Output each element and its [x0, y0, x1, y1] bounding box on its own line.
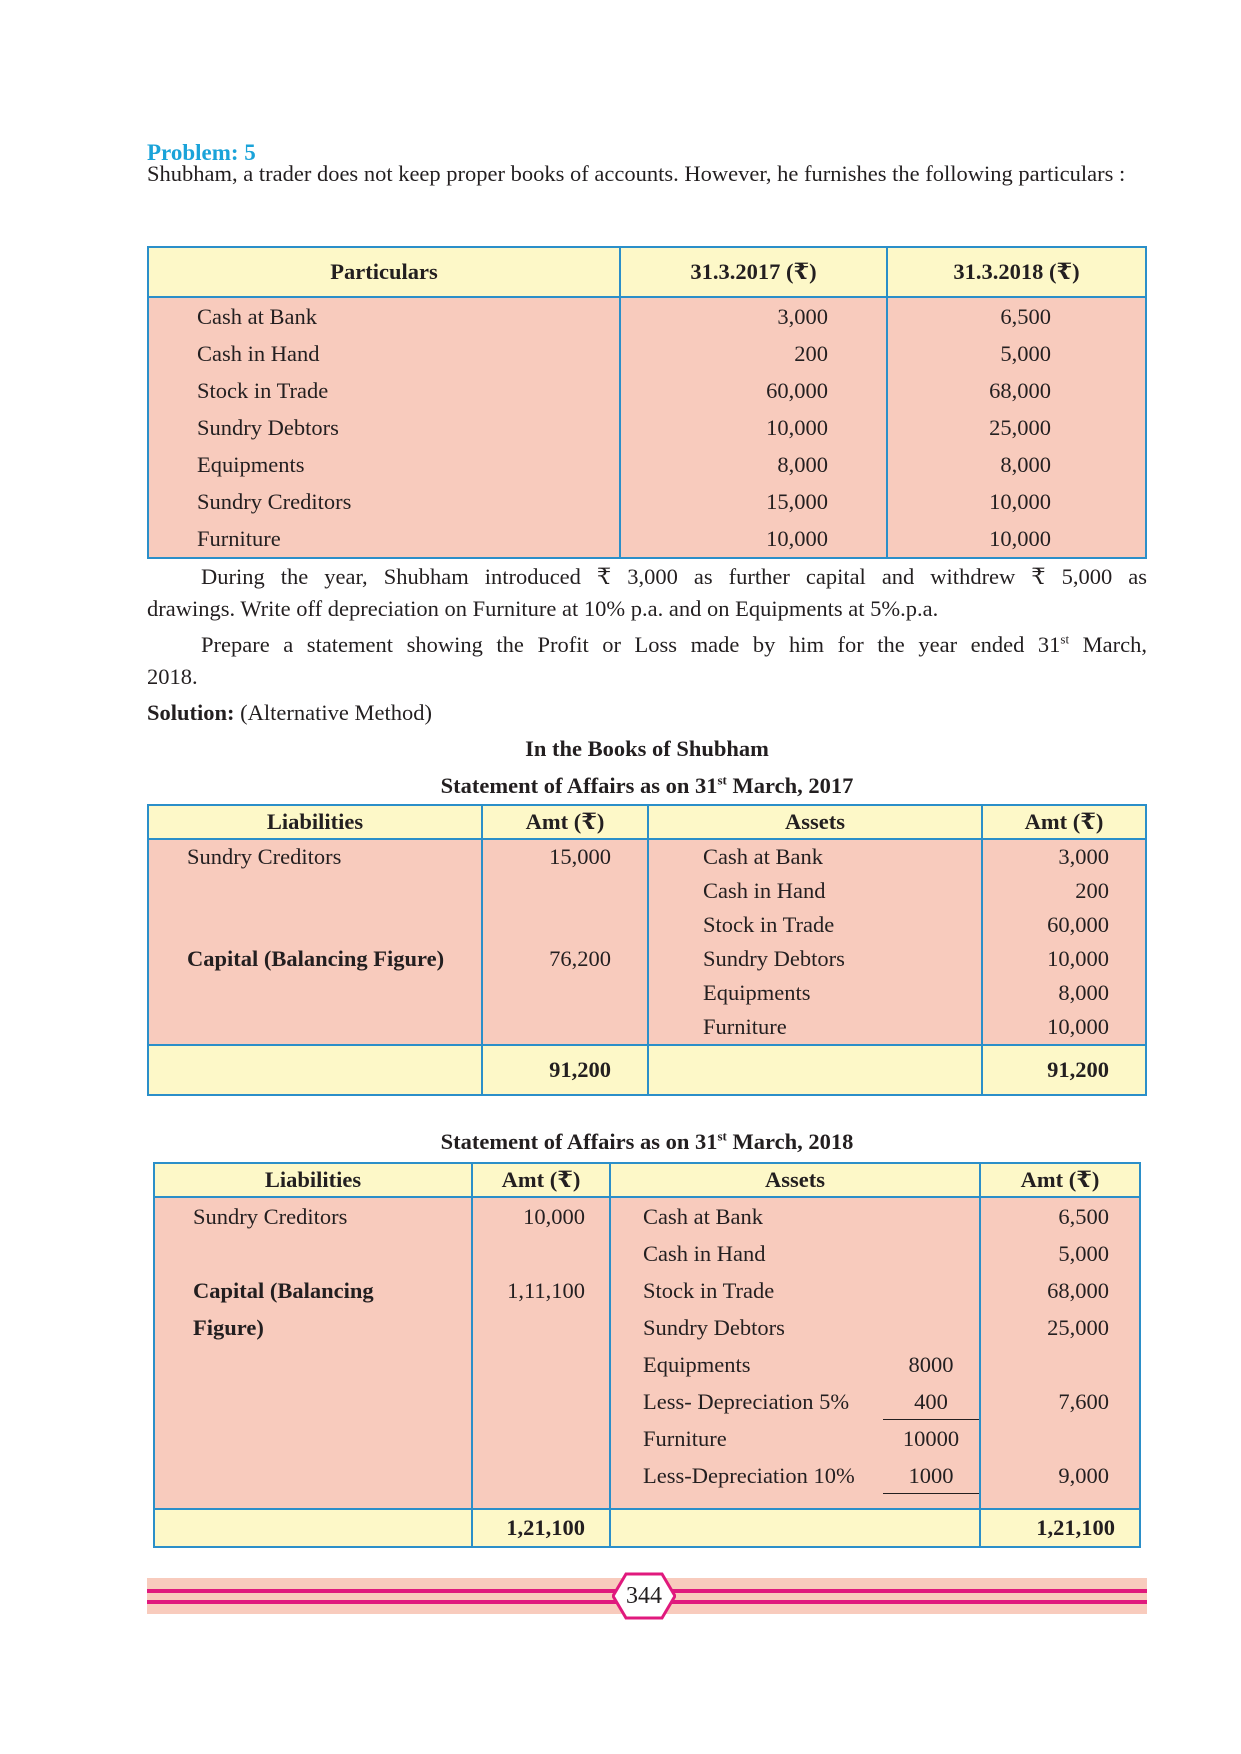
header-assets: Assets: [648, 805, 982, 839]
column-2017: [620, 297, 887, 558]
soa-2017-table: [147, 804, 1147, 1096]
asset-row: Sundry Debtors: [643, 1315, 785, 1340]
value-2017: 8,000: [777, 452, 828, 477]
value-2018: 8,000: [1000, 452, 1051, 477]
liability-name: Capital (Balancing: [193, 1278, 374, 1303]
item-label: Equipments: [197, 452, 305, 477]
liability-name: Sundry Creditors: [193, 1204, 348, 1229]
liabilities-column: [154, 1197, 472, 1509]
soa-2018-title: Statement of Affairs as on 31st March, 2018: [440, 1128, 854, 1154]
value-2017: 10,000: [766, 526, 828, 551]
asset-amount: 200: [1075, 878, 1109, 903]
value-2018: 10,000: [989, 526, 1051, 551]
asset-row: Furniture 10000: [643, 1426, 960, 1451]
header-particulars: Particulars: [148, 247, 620, 297]
intro-paragraph: Shubham, a trader does not keep proper books of accounts. However, he furnishes the following particulars :: [147, 161, 1126, 186]
asset-amount: 3,000: [1058, 844, 1109, 869]
asset-amount: 25,000: [1047, 1315, 1109, 1340]
liability-amount: 15,000: [549, 844, 611, 869]
asset-amount: 10,000: [1047, 1014, 1109, 1039]
asset-name: Furniture: [703, 1014, 787, 1039]
asset-amount: 9,000: [1058, 1463, 1109, 1488]
paragraph-prepare-line2: 2018.: [147, 664, 198, 689]
asset-row: Stock in Trade: [643, 1278, 775, 1303]
asset-name: Cash at Bank: [703, 844, 823, 869]
asset-amount: [981, 1346, 1139, 1383]
asset-name: Sundry Debtors: [703, 946, 845, 971]
total-assets: 91,200: [982, 1045, 1146, 1095]
header-2017: 31.3.2017 (₹): [620, 247, 887, 297]
asset-name: Cash in Hand: [703, 878, 826, 903]
header-2018: 31.3.2018 (₹): [887, 247, 1146, 297]
value-2017: 200: [794, 341, 828, 366]
asset-amount: 5,000: [1058, 1241, 1109, 1266]
value-2018: 5,000: [1000, 341, 1051, 366]
liabilities-amount-column: [482, 839, 648, 1045]
header-amount: Amt (₹): [982, 805, 1146, 839]
asset-amount: 8,000: [1058, 980, 1109, 1005]
soa-2017-title: Statement of Affairs as on 31st March, 2017: [440, 772, 854, 798]
asset-row: Less- Depreciation 5% 400: [611, 1383, 979, 1420]
total-liabilities: 1,21,100: [472, 1509, 610, 1547]
asset-name: Equipments: [703, 980, 811, 1005]
value-2017: 10,000: [766, 415, 828, 440]
column-2018: [887, 297, 1146, 558]
assets-column: [610, 1197, 980, 1509]
item-label: Sundry Creditors: [197, 489, 352, 514]
asset-row: Cash at Bank: [643, 1204, 763, 1229]
liabilities-column: [148, 839, 482, 1045]
asset-name: Stock in Trade: [703, 912, 835, 937]
header-assets: Assets: [610, 1163, 980, 1197]
asset-amount: 10,000: [1047, 946, 1109, 971]
particulars-column: [148, 297, 620, 558]
asset-amount: [981, 1420, 1139, 1457]
value-2017: 3,000: [777, 304, 828, 329]
liability-name: Capital (Balancing Figure): [187, 946, 445, 971]
particulars-table: [147, 246, 1147, 559]
soa-2018-table: [153, 1162, 1141, 1548]
asset-row: Equipments 8000: [643, 1352, 954, 1377]
header-liabilities: Liabilities: [148, 805, 482, 839]
item-label: Cash at Bank: [197, 304, 317, 329]
asset-amount: 60,000: [1047, 912, 1109, 937]
liability-amount: 1,11,100: [507, 1278, 585, 1303]
header-amount: Amt (₹): [980, 1163, 1140, 1197]
item-label: Cash in Hand: [197, 341, 320, 366]
value-2018: 6,500: [1000, 304, 1051, 329]
assets-amount-column: [982, 839, 1146, 1045]
total-liabilities: 91,200: [482, 1045, 648, 1095]
assets-column: [648, 839, 982, 1045]
asset-amount: 7,600: [1058, 1389, 1109, 1414]
assets-amount-column: [980, 1197, 1140, 1509]
item-label: Furniture: [197, 526, 281, 551]
liability-name: Sundry Creditors: [187, 844, 342, 869]
liability-name: Figure): [193, 1315, 264, 1340]
solution-line: Solution: (Alternative Method): [147, 700, 432, 725]
liabilities-amount-column: [472, 1197, 610, 1509]
paragraph-capital-line2: drawings. Write off depreciation on Furniture at 10% p.a. and on Equipments at 5%.p.a.: [147, 596, 939, 621]
liability-amount: 10,000: [523, 1204, 585, 1229]
asset-amount: 68,000: [1047, 1278, 1109, 1303]
value-2017: 15,000: [766, 489, 828, 514]
total-assets: 1,21,100: [980, 1509, 1140, 1547]
paragraph-prepare-line1: Prepare a statement showing the Profit or Loss made by him for the year ended 31st March,: [201, 631, 1147, 657]
header-amount: Amt (₹): [472, 1163, 610, 1197]
value-2018: 25,000: [989, 415, 1051, 440]
item-label: Stock in Trade: [197, 378, 329, 403]
paragraph-capital-line1: During the year, Shubham introduced ₹ 3,000 as further capital and withdrew ₹ 5,000 as: [201, 564, 1147, 589]
value-2018: 68,000: [989, 378, 1051, 403]
value-2018: 10,000: [989, 489, 1051, 514]
asset-row: Cash in Hand: [643, 1241, 766, 1266]
page-number: 344: [626, 1583, 662, 1609]
item-label: Sundry Debtors: [197, 415, 339, 440]
liability-amount: 76,200: [549, 946, 611, 971]
header-amount: Amt (₹): [482, 805, 648, 839]
header-liabilities: Liabilities: [154, 1163, 472, 1197]
asset-amount: 6,500: [1058, 1204, 1109, 1229]
value-2017: 60,000: [766, 378, 828, 403]
problem-title: Problem: 5: [147, 140, 256, 165]
books-title: In the Books of Shubham: [525, 736, 769, 761]
asset-row: Less-Depreciation 10% 1000: [611, 1457, 979, 1494]
